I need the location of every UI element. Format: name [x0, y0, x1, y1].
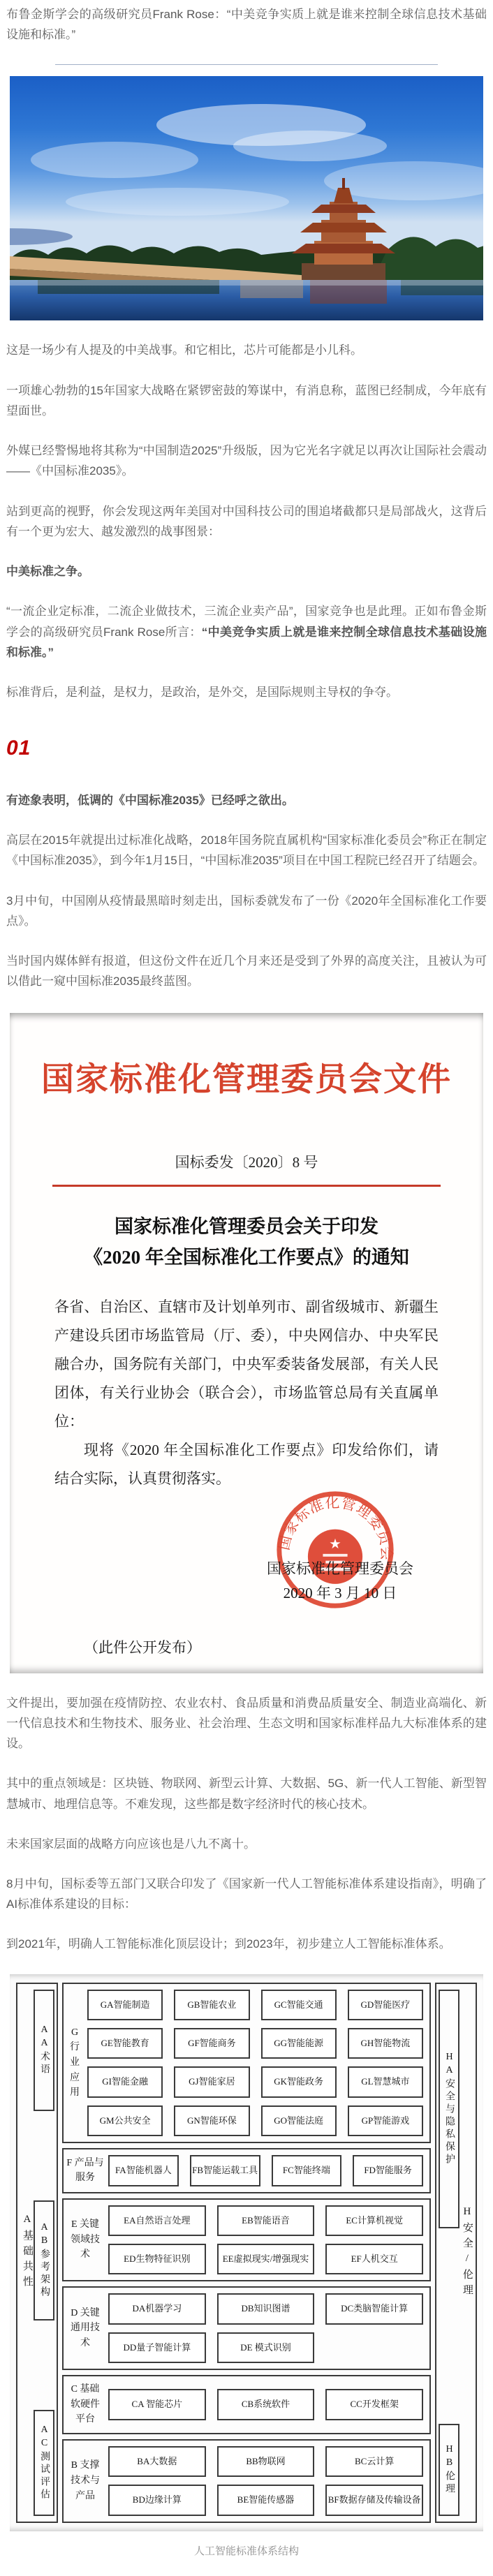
diagram-box: EB智能语音	[217, 2205, 315, 2236]
paragraph: 8月中旬，国标委等五部门又联合印发了《国家新一代人工智能标准体系建设指南》，明确了AI标准体系建设的目标：	[6, 1877, 487, 1911]
photo-illustration	[10, 76, 483, 320]
diagram-box: BC云计算	[325, 2446, 423, 2477]
diagram-box: CA 智能芯片	[108, 2389, 206, 2420]
paragraph: 这是一场少有人提及的中美战事。和它相比，芯片可能都是小儿科。	[6, 343, 362, 357]
diagram-box: GL智慧城市	[348, 2066, 423, 2097]
ai-standards-diagram	[16, 1983, 477, 2523]
document-issuer: 国家标准化管理委员会	[267, 1560, 413, 1578]
label-a-foundation: A基础共性	[21, 2214, 33, 2292]
diagram-box: GE智能教育	[87, 2028, 163, 2059]
diagram-box: DB知识图谱	[217, 2293, 315, 2324]
diagram-box: BF数据存储及传输设备	[325, 2485, 423, 2515]
diagram-box: GP智能游戏	[348, 2105, 423, 2136]
diagram-box: GG智能能源	[261, 2028, 337, 2059]
diagram-box: BD边缘计算	[108, 2485, 206, 2515]
paragraph: 文件提出，要加强在疫情防控、农业农村、食品质量和消费品质量安全、制造业高端化、新一代信息技术和生物技术、服务业、社会治理、生态文明和国家标准样品九大标准体系的建设。	[6, 1696, 487, 1751]
box-ha-security-privacy: HA安全与隐私保护	[439, 1990, 459, 2228]
diagram-box: GC智能交通	[261, 1990, 337, 2020]
diagram-box: EA自然语言处理	[108, 2205, 206, 2236]
diagram-caption: 人工智能标准体系结构	[193, 2545, 299, 2557]
document-body	[10, 1293, 483, 1493]
diagram-box: CC开发框架	[325, 2389, 423, 2420]
section-g-industry-applications: G 行业应用 GA智能制造 GB智能农业 GC智能交通 GD智能医疗 GE智能教育 GF智能商务 GG智能能源 GH智能物流 GI智能金融 GJ智能家居 GK智能政务 GL智慧城市 GM公共安全 GN智能环保 GO智能法庭 GP智能游戏	[62, 1983, 431, 2143]
official-document-scan	[10, 1013, 483, 1673]
paragraph: 外媒已经警惕地将其称为“中国制造2025”升级版，因为它光名字就足以再次让国际社会震动——《中国标准2035》。	[6, 444, 487, 478]
svg-text:国家标准化管理委员会: 国家标准化管理委员会	[277, 1495, 394, 1562]
diagram-box: GD智能医疗	[348, 1990, 423, 2020]
diagram-box: BE智能传感器	[217, 2485, 315, 2515]
diagram-box: FC智能终端	[272, 2155, 342, 2186]
diagram-box: ED生物特征识别	[108, 2244, 206, 2274]
diagram-box: DE 模式识别	[217, 2332, 315, 2363]
diagram-box: EF人机交互	[325, 2244, 423, 2274]
paragraph-bold: 有迹象表明，低调的《中国标准2035》已经呼之欲出。	[6, 793, 294, 807]
diagram-box: GK智能政务	[261, 2066, 337, 2097]
section-e-key-domain-tech: E 关键领域技术 EA自然语言处理 EB智能语音 EC计算机视觉 ED生物特征识别 EE虚拟现实/增强现实 EF人机交互	[62, 2198, 431, 2282]
diagram-box: FA智能机器人	[108, 2155, 179, 2186]
diagram-box: GF智能商务	[174, 2028, 249, 2059]
diagram-box: GM公共安全	[87, 2105, 163, 2136]
diagram-box: GA智能制造	[87, 1990, 163, 2020]
diagram-box: FB智能运载工具	[190, 2155, 260, 2186]
section-d-key-general-tech: D 关键通用技术 DA机器学习 DB知识图谱 DC类脑智能计算 DD量子智能计算 DE 模式识别	[62, 2286, 431, 2370]
document-footnote: （此件公开发布）	[84, 1639, 201, 1657]
ai-standards-diagram-scan	[10, 1974, 483, 2531]
paragraph-mixed: “一流企业定标准，二流企业做技术，三流企业卖产品”，国家竞争也是此理。正如布鲁金斯学会的高级研究员Frank Rose所言：“中美竞争实质上就是谁来控制全球信息技术基础设施和标准。”	[6, 605, 487, 659]
section-b-supporting-tech: B 支撑技术与产品 BA大数据 BB物联网 BC云计算 BD边缘计算 BE智能传感器 BF数据存储及传输设备	[62, 2439, 431, 2523]
paragraph: 未来国家层面的战略方向应该也是八九不离十。	[6, 1837, 256, 1851]
document-recipients: 各省、自治区、直辖市及计划单列市、副省级城市、新疆生产建设兵团市场监管局（厅、委），中央网信办、中央军民融合办，国务院有关部门，中央军委装备发展部，有关人民团体，有关行业协会（联合会），市场监管总局有关直属单位：	[54, 1298, 439, 1430]
svg-text:★: ★	[329, 1537, 341, 1553]
box-hb-ethics: HB伦理	[439, 2424, 459, 2516]
box-ab-reference-architecture: AB参考架构	[34, 2200, 54, 2320]
document-red-header: 国家标准化管理委员会文件	[41, 1061, 452, 1098]
document-date: 2020 年 3 月 10 日	[283, 1584, 397, 1601]
diagram-box: GJ智能家居	[174, 2066, 249, 2097]
diagram-column-a	[16, 1983, 58, 2523]
section-divider	[55, 64, 438, 65]
diagram-box: GI智能金融	[87, 2066, 163, 2097]
paragraph: 其中的重点领域是：区块链、物联网、新型云计算、大数据、5G、新一代人工智能、新型智慧城市、地理信息等。不难发现，这些都是数字经济时代的核心技术。	[6, 1777, 487, 1811]
diagram-box: GO智能法庭	[261, 2105, 337, 2136]
section-number: 01	[6, 736, 31, 760]
paragraph: 标准背后，是利益，是权力，是政治，是外交，是国际规则主导权的争夺。	[6, 686, 398, 699]
diagram-box: EE虚拟现实/增强现实	[217, 2244, 315, 2274]
diagram-column-h	[435, 1983, 477, 2523]
diagram-box: BB物联网	[217, 2446, 315, 2477]
paragraph: 3月中旬，中国刚从疫情最黑暗时刻走出，国标委就发布了一份《2020年全国标准化工作要点》。	[6, 894, 487, 928]
diagram-box: FD智能服务	[353, 2155, 423, 2186]
forbidden-city-photo	[10, 76, 483, 320]
diagram-box: GN智能环保	[174, 2105, 249, 2136]
box-aa-terminology: AA术语	[34, 1990, 54, 2111]
diagram-box: EC计算机视觉	[325, 2205, 423, 2236]
document-title: 国家标准化管理委员会关于印发 《2020 年全国标准化工作要点》的通知	[84, 1216, 409, 1268]
paragraph: 当时国内媒体鲜有报道，但这份文件在近几个月来还是受到了外界的高度关注，且被认为可以借此一窥中国标准2035最终蓝图。	[6, 954, 487, 989]
paragraph-bold: 中美标准之争。	[6, 565, 89, 579]
intro-paragraph: 布鲁金斯学会的高级研究员Frank Rose：“中美竞争实质上就是谁来控制全球信息技术基础设施和标准。”	[6, 8, 487, 42]
diagram-box: GH智能物流	[348, 2028, 423, 2059]
diagram-box: CB系统软件	[217, 2389, 315, 2420]
paragraph: 高层在2015年就提出过标准化战略，2018年国务院直属机构“国家标准化委员会”称正在制定《中国标准2035》，到今年1月15日，“中国标准2035”项目在中国工程院已经召开了结题会。	[6, 834, 487, 868]
diagram-middle-sections	[62, 1983, 431, 2523]
document-red-rule	[52, 1185, 441, 1187]
signature-text	[232, 1557, 448, 1604]
diagram-box: GB智能农业	[174, 1990, 249, 2020]
diagram-box: BA大数据	[108, 2446, 206, 2477]
paragraph: 一项雄心勃勃的15年国家大战略在紧锣密鼓的筹谋中，有消息称，蓝图已经制成，今年底有望面世。	[6, 383, 487, 417]
paragraph: 到2021年，明确人工智能标准化顶层设计；到2023年，初步建立人工智能标准体系。	[6, 1937, 451, 1951]
label-h-security-ethics: H安全/伦理	[461, 2205, 473, 2300]
diagram-box: DD量子智能计算	[108, 2332, 206, 2363]
box-ac-testing-evaluation: AC测试评估	[34, 2410, 54, 2516]
paragraph: 站到更高的视野，你会发现这两年美国对中国科技公司的围追堵截都只是局部战火，这背后有一个更为宏大、越发激烈的战事图景：	[6, 504, 487, 538]
section-c-hw-sw-platform: C 基础软硬件平台 CA 智能芯片 CB系统软件 CC开发框架	[62, 2375, 431, 2434]
diagram-box: DC类脑智能计算	[325, 2293, 423, 2324]
document-number: 国标委发〔2020〕8 号	[175, 1154, 318, 1171]
section-f-products-services: F 产品与服务 FA智能机器人 FB智能运载工具 FC智能终端 FD智能服务	[62, 2148, 431, 2193]
diagram-box: DA机器学习	[108, 2293, 206, 2324]
document-notice-text: 现将《2020 年全国标准化工作要点》印发给你们，请结合实际，认真贯彻落实。	[54, 1441, 439, 1487]
document-signature-block	[10, 1495, 483, 1618]
